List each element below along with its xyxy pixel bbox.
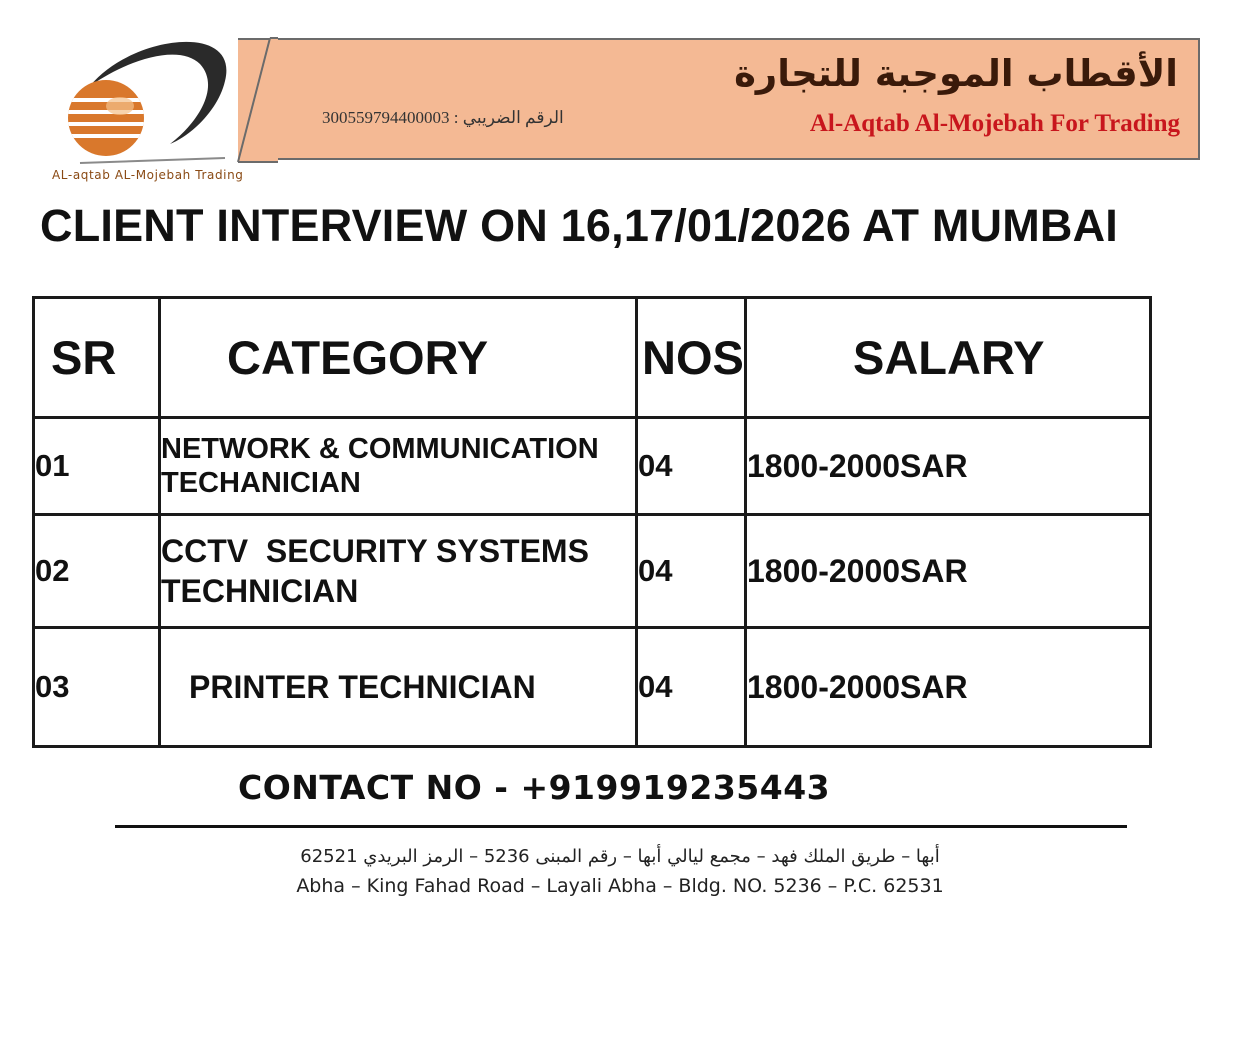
row-category: PRINTER TECHNICIAN	[160, 628, 637, 747]
row-sr: 01	[34, 418, 160, 515]
header-nos: NOS	[637, 298, 746, 418]
banner-slant-edge	[236, 37, 278, 163]
table-row	[34, 628, 1151, 747]
row-sr: 02	[34, 515, 160, 628]
row-salary: 1800-2000SAR	[746, 515, 1151, 628]
row-category: NETWORK & COMMUNICATION TECHANICIAN	[160, 418, 637, 515]
row-nos: 04	[637, 515, 746, 628]
company-name-arabic: الأقطاب الموجبة للتجارة	[734, 52, 1178, 95]
logo-caption: AL-aqtab AL-Mojebah Trading	[52, 168, 244, 182]
row-category: CCTV SECURITY SYSTEMS TECHNICIAN	[160, 515, 637, 628]
header-salary: SALARY	[746, 298, 1151, 418]
table-row	[34, 418, 1151, 515]
company-logo	[50, 26, 260, 191]
tax-number: 300559794400003 : الرقم الضريبي	[322, 108, 564, 127]
row-salary: 1800-2000SAR	[746, 418, 1151, 515]
address-arabic: أبها – طريق الملك فهد – مجمع ليالي أبها – رقم المبنى 5236 – الرمز البريدي 62521	[300, 846, 940, 867]
row-nos: 04	[637, 418, 746, 515]
header-sr: SR	[34, 298, 160, 418]
row-sr: 03	[34, 628, 160, 747]
contact-number: CONTACT NO - +919919235443	[238, 768, 831, 807]
jobs-table	[32, 296, 1152, 748]
address-english: Abha – King Fahad Road – Layali Abha – Bldg. NO. 5236 – P.C. 62531	[296, 875, 944, 897]
row-salary: 1800-2000SAR	[746, 628, 1151, 747]
table-row	[34, 515, 1151, 628]
interview-headline: CLIENT INTERVIEW ON 16,17/01/2026 AT MUMBAI	[40, 200, 1119, 251]
header-category: CATEGORY	[160, 298, 637, 418]
footer-divider	[115, 825, 1127, 828]
table-header-row	[34, 298, 1151, 418]
row-nos: 04	[637, 628, 746, 747]
company-name-english: Al-Aqtab Al-Mojebah For Trading	[809, 110, 1180, 137]
